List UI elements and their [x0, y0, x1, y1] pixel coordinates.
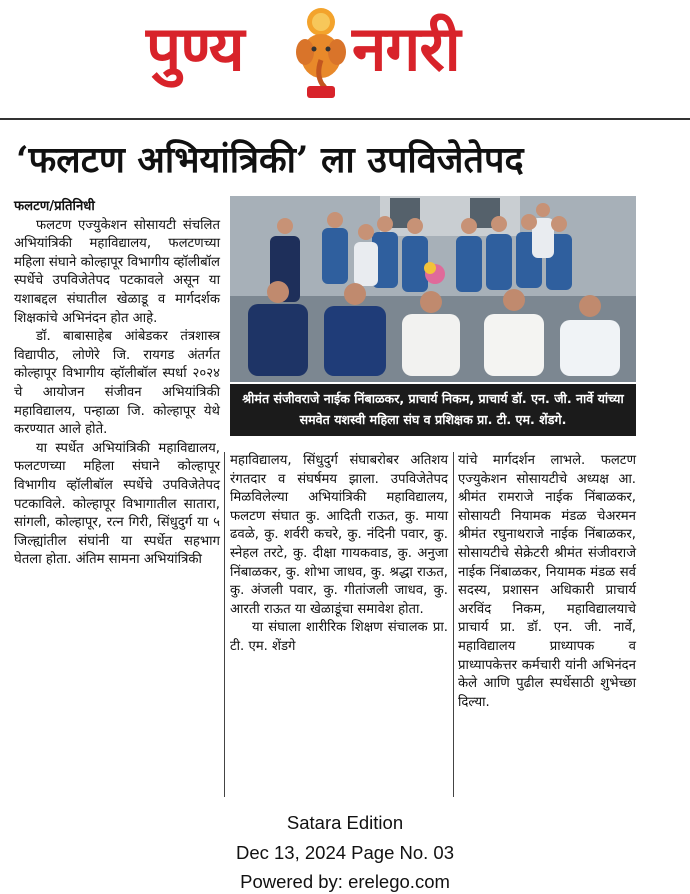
masthead-divider — [0, 118, 690, 120]
column-divider — [224, 452, 225, 797]
article-column-2 — [230, 452, 448, 657]
footer-date-page: Dec 13, 2024 Page No. 03 — [235, 842, 455, 863]
footer-edition: Satara Edition — [286, 812, 404, 833]
team-photo — [230, 196, 636, 382]
team-photo-image — [230, 196, 636, 382]
article-paragraph: यांचे मार्गदर्शन लाभले. फलटण एज्युकेशन सोसायटीचे अध्यक्ष आ. श्रीमंत रामराजे नाईक निंबाळकर, सोसायटी नियामक मंडळ चेअरमन श्रीमंत रघुनाथराजे नाईक निंबाळकर, सोसायटीचे सेक्रेटरी श्रीमंत संजीवराजे नाईक निंबाळकर, नियामक मंडळ सर्व सदस्य, प्रशासन अधिकारी प्राचार्य अरविंद निकम, महाविद्यालयाचे प्राचार्य प्रा. डॉ. एन. जी. नार्वे, महाविद्यालय प्राध्यापक व प्राध्यापकेत्तर कर्मचारी यांनी अभिनंदन केले आणि पुढील स्पर्धेसाठी शुभेच्छा दिल्या. — [458, 453, 636, 710]
masthead — [0, 0, 690, 118]
article-headline: ‘फलटण अभियांत्रिकी’ ला उपविजेतेपद — [16, 139, 524, 181]
article-paragraph: महाविद्यालय, सिंधुदुर्ग संघाबरोबर अतिशय रंगतदार व संघर्षमय झाला. उपविजेतेपद मिळविलेल्या अभियांत्रिकी महाविद्यालय, फलटण संघात कु. आदिती राऊत, कु. माया ढवळे, कु. शर्वरी कचरे, कु. नंदिनी पवार, कु. स्नेहल तरटे, कु. दीक्षा गायकवाड, कु. अनुजा निंबाळकर, कु. शोभा जाधव, कु. श्रद्धा राऊत, कु. अंजली पवार, कु. गीतांजली जाधव, कु. आरती राऊत या खेळाडूंचा समावेश होता. — [230, 453, 448, 617]
masthead-title-right: नगरी — [352, 12, 460, 85]
article-column-3 — [458, 452, 636, 712]
article-dateline: फलटण/प्रतिनिधी — [14, 199, 95, 214]
column-divider — [453, 452, 454, 797]
article-column-1 — [14, 198, 220, 570]
ganesha-logo-icon — [292, 4, 350, 104]
article-paragraph: या संघाला शारीरिक शिक्षण संचालक प्रा. टी. एम. शेंडगे — [230, 620, 448, 654]
footer-powered-by: Powered by: erelego.com — [240, 871, 450, 892]
masthead-title-left: पुण्य — [146, 12, 244, 85]
article-paragraph: फलटण एज्युकेशन सोसायटी संचलित अभियांत्रिकी महाविद्यालय, फलटणच्या महिला संघाने कोल्हापूर विभागीय व्हॉलीबॉल स्पर्धेचे उपविजेतेपद पटकावले असून या यशाबद्दल संघातील खेळाडू व मार्गदर्शक शिक्षकांचे अभिनंदन होत आहे. — [14, 217, 220, 326]
photo-caption: श्रीमंत संजीवराजे नाईक निंबाळकर, प्राचार्य निकम, प्राचार्य डॉ. एन. जी. नार्वे यांच्या समवेत यशस्वी महिला संघ व प्रशिक्षक प्रा. टी. एम. शेंडगे. — [230, 384, 636, 436]
article-paragraph: डॉ. बाबासाहेब आंबेडकर तंत्रशास्त्र विद्यापीठ, लोणेरे जि. रायगड अंतर्गत कोल्हापूर विभागीय व्हॉलीबॉल स्पर्धा २०२४ चे आयोजन संजीवन अभियांत्रिकी महाविद्यालय, पन्हाळा जि. कोल्हापूर येथे करण्यात आले होते. — [14, 329, 220, 438]
article-paragraph: या स्पर्धेत अभियांत्रिकी महाविद्यालय, फलटणच्या महिला संघाने कोल्हापूर विभागीय व्हॉलीबॉल स्पर्धेचे उपविजेतेपद पटकाविले. कोल्हापूर विभागातील सातारा, सांगली, कोल्हापूर, रत्न गिरी, सिंधुदुर्ग या ५ जिल्ह्यांतील संघांनी या स्पर्धेत सहभाग घेतला होता. अंतिम सामना अभियांत्रिकी — [14, 440, 220, 568]
